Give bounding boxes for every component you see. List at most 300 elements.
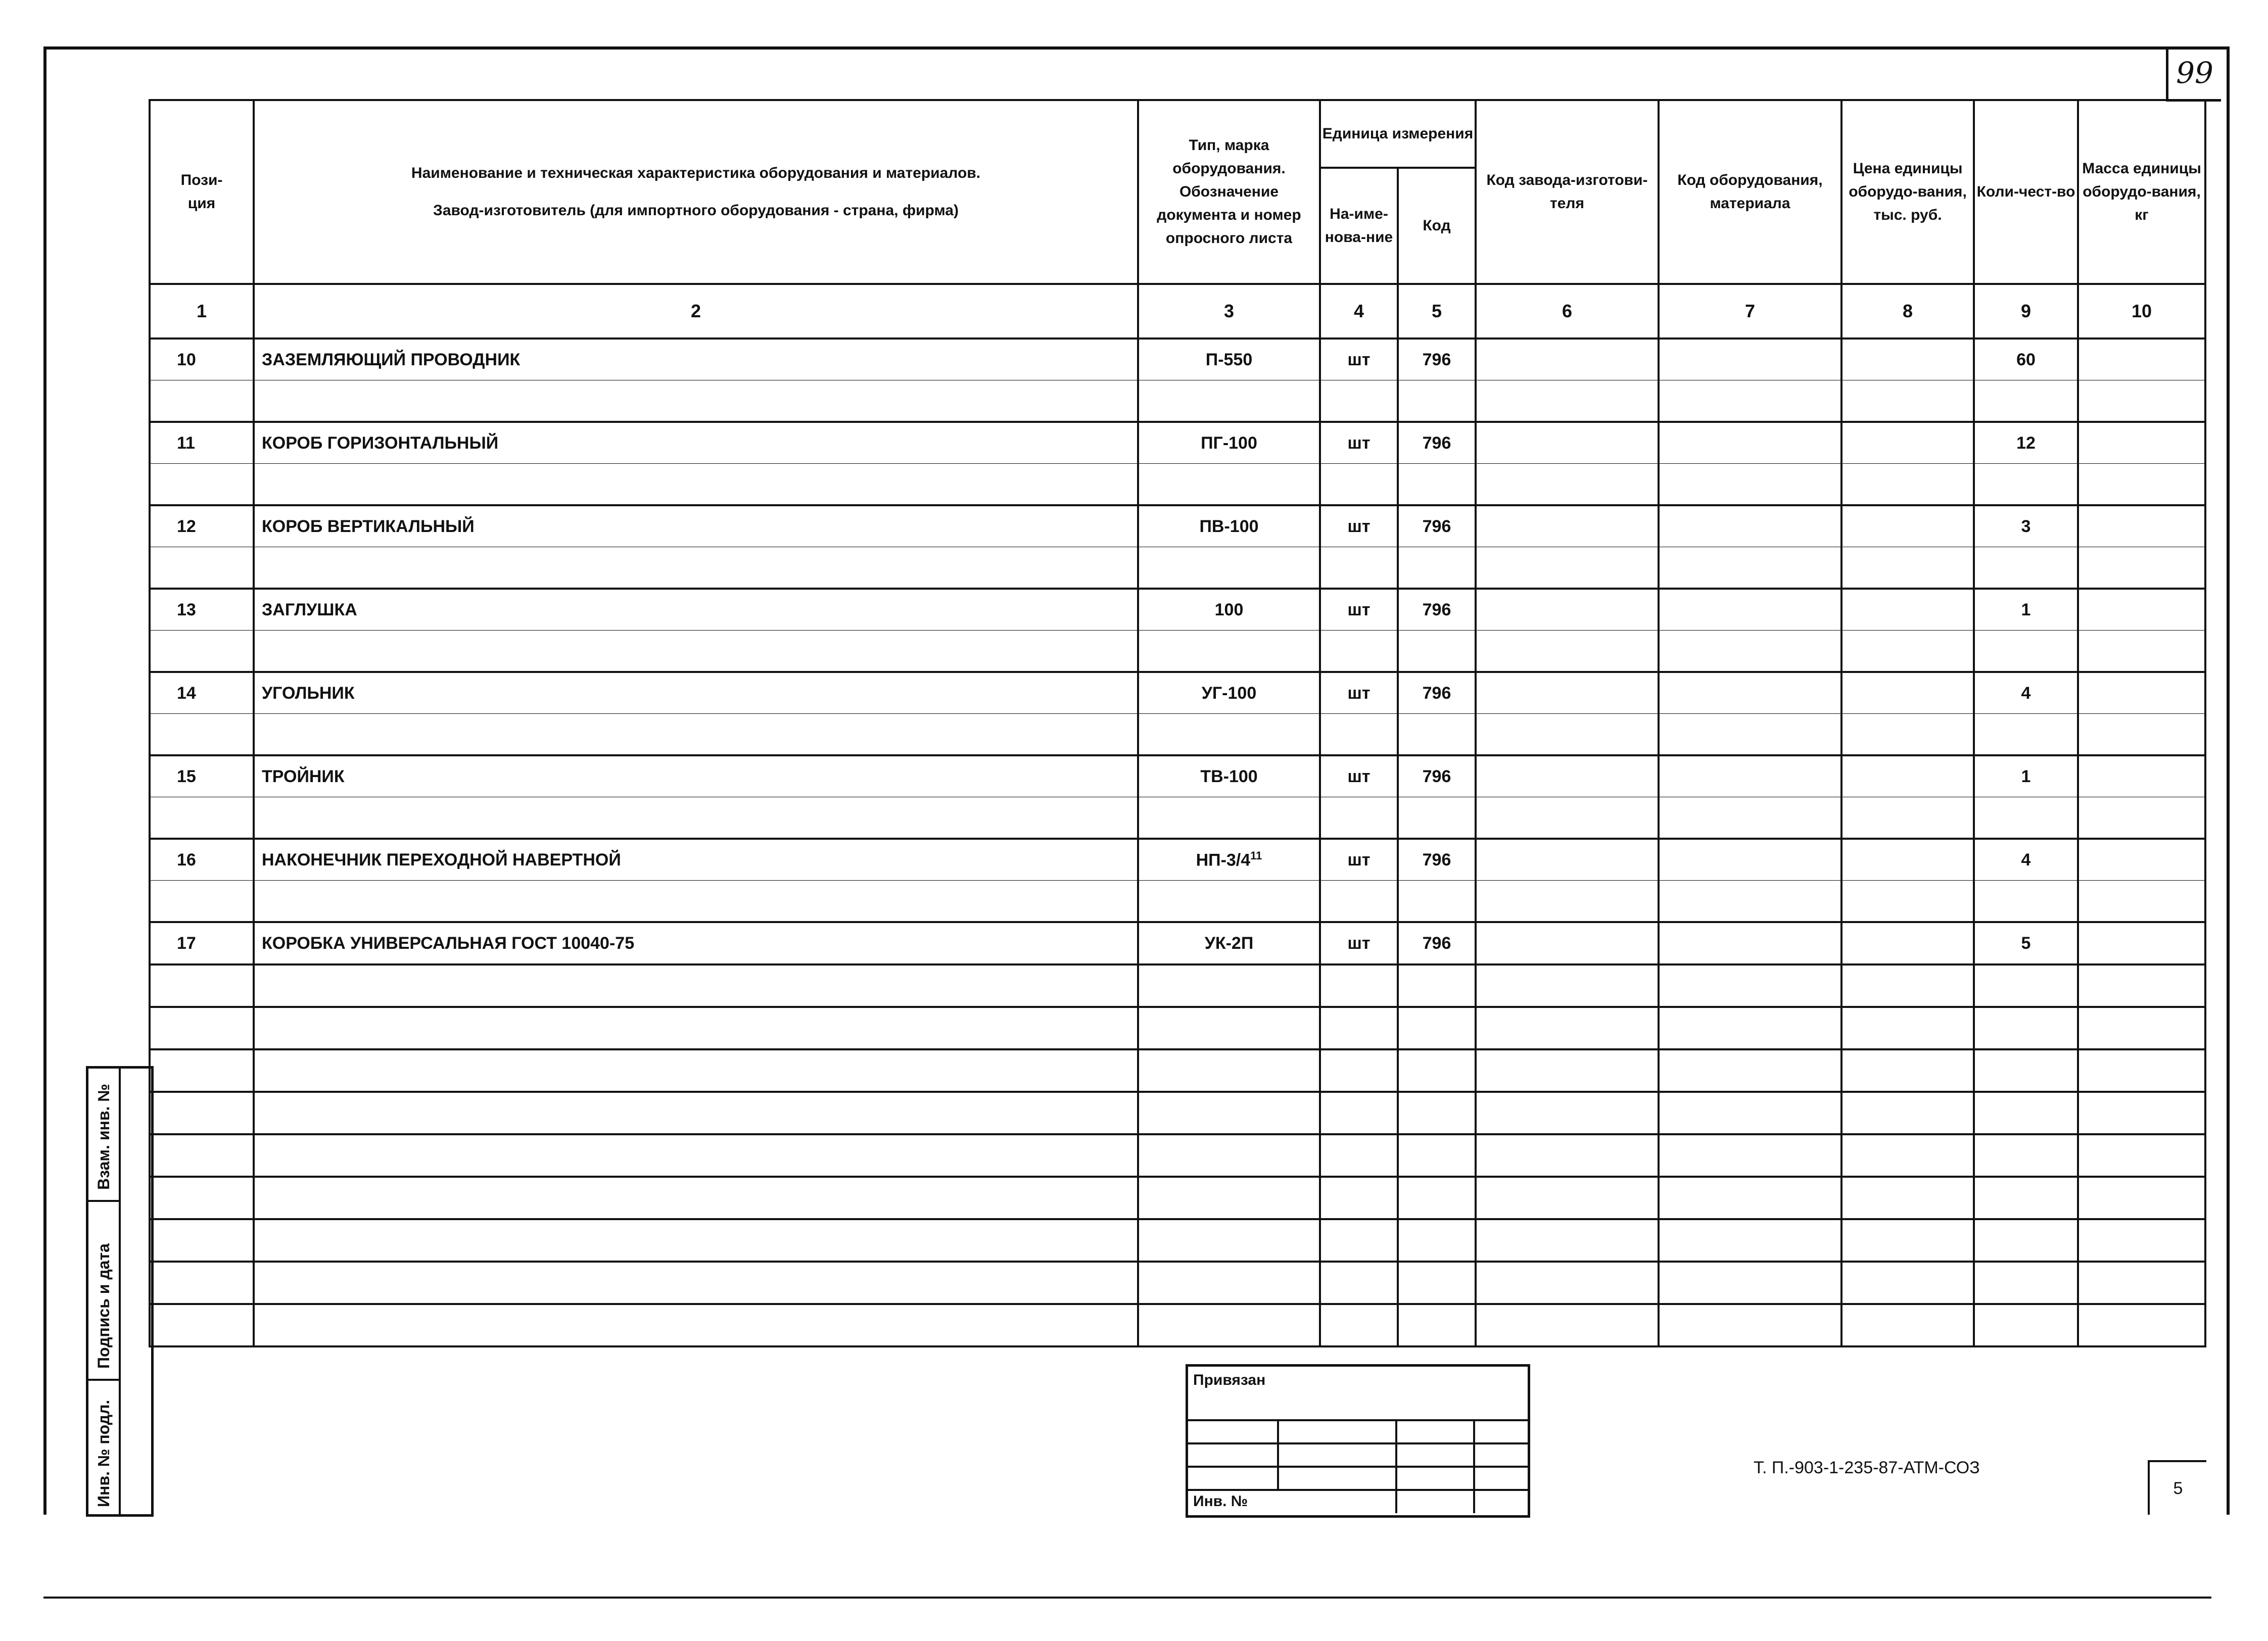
empty-cell bbox=[1841, 547, 1974, 589]
cell-quantity: 1 bbox=[1974, 589, 2078, 631]
empty-cell bbox=[150, 881, 254, 923]
empty-cell bbox=[1320, 1007, 1398, 1049]
cell-mass bbox=[2078, 839, 2205, 881]
empty-cell bbox=[2078, 881, 2205, 923]
empty-cell bbox=[1138, 1262, 1320, 1304]
stamp-divider bbox=[1188, 1466, 1528, 1468]
header-type: Тип, марка оборудования. Обозначение документа и номер опросного листа bbox=[1138, 100, 1320, 284]
column-number: 5 bbox=[1398, 284, 1476, 339]
header-position: Пози- ция bbox=[150, 100, 254, 284]
strip-cell-replace bbox=[88, 1069, 121, 1202]
document-code: Т. П.-903-1-235-87-АТМ-СОЗ bbox=[1754, 1458, 1980, 1477]
cell-unit: шт bbox=[1320, 339, 1398, 380]
empty-cell bbox=[150, 1219, 254, 1262]
table-empty-row bbox=[150, 1092, 2205, 1134]
cell-type bbox=[1138, 422, 1320, 464]
empty-cell bbox=[1398, 1049, 1476, 1092]
cell-quantity: 4 bbox=[1974, 839, 2078, 881]
bottom-trim-line bbox=[43, 1597, 2211, 1599]
empty-cell bbox=[1659, 1262, 1841, 1304]
empty-cell bbox=[1659, 1134, 1841, 1177]
empty-cell bbox=[2078, 1262, 2205, 1304]
empty-cell bbox=[1841, 964, 1974, 1007]
header-name-line1: Наименование и техническая характеристика оборудования и материалов. bbox=[411, 165, 981, 181]
empty-cell bbox=[1659, 464, 1841, 506]
cell-mass bbox=[2078, 422, 2205, 464]
cell-name: ТРОЙНИК bbox=[254, 755, 1138, 797]
empty-cell bbox=[1398, 1007, 1476, 1049]
empty-cell bbox=[1398, 631, 1476, 672]
cell-price bbox=[1841, 922, 1974, 964]
empty-cell bbox=[150, 631, 254, 672]
column-number: 10 bbox=[2078, 284, 2205, 339]
empty-cell bbox=[150, 547, 254, 589]
column-number: 4 bbox=[1320, 284, 1398, 339]
empty-cell bbox=[1841, 1262, 1974, 1304]
cell-quantity: 3 bbox=[1974, 505, 2078, 547]
empty-cell bbox=[1398, 547, 1476, 589]
empty-cell bbox=[1659, 714, 1841, 756]
empty-cell bbox=[1476, 797, 1659, 839]
empty-cell bbox=[1476, 1134, 1659, 1177]
empty-cell bbox=[1974, 1049, 2078, 1092]
empty-cell bbox=[1974, 1007, 2078, 1049]
empty-cell bbox=[1398, 881, 1476, 923]
empty-cell bbox=[150, 1177, 254, 1219]
empty-cell bbox=[1138, 1134, 1320, 1177]
table-empty-row bbox=[150, 1134, 2205, 1177]
empty-cell bbox=[254, 714, 1138, 756]
empty-cell bbox=[2078, 964, 2205, 1007]
empty-cell bbox=[1659, 631, 1841, 672]
empty-cell bbox=[2078, 1219, 2205, 1262]
empty-cell bbox=[2078, 547, 2205, 589]
empty-cell bbox=[1138, 1007, 1320, 1049]
empty-cell bbox=[1476, 964, 1659, 1007]
cell-unit-code: 796 bbox=[1398, 839, 1476, 881]
table-spacer-row bbox=[150, 464, 2205, 506]
empty-cell bbox=[2078, 631, 2205, 672]
empty-cell bbox=[1841, 1219, 1974, 1262]
cell-unit: шт bbox=[1320, 505, 1398, 547]
stamp-divider bbox=[1188, 1489, 1528, 1491]
table-spacer-row bbox=[150, 797, 2205, 839]
empty-cell bbox=[1138, 881, 1320, 923]
empty-cell bbox=[1841, 881, 1974, 923]
stamp-inv-label: Инв. № bbox=[1193, 1493, 1248, 1510]
empty-cell bbox=[2078, 1049, 2205, 1092]
cell-quantity: 12 bbox=[1974, 422, 2078, 464]
empty-cell bbox=[150, 964, 254, 1007]
cell-mass bbox=[2078, 672, 2205, 714]
empty-cell bbox=[1138, 1177, 1320, 1219]
empty-cell bbox=[1138, 464, 1320, 506]
cell-factory-code bbox=[1476, 922, 1659, 964]
empty-cell bbox=[1398, 1092, 1476, 1134]
cell-name: ЗАЗЕМЛЯЮЩИЙ ПРОВОДНИК bbox=[254, 339, 1138, 380]
column-number: 1 bbox=[150, 284, 254, 339]
empty-cell bbox=[1398, 964, 1476, 1007]
cell-type-text: П-550 bbox=[1205, 350, 1253, 369]
empty-cell bbox=[1974, 1219, 2078, 1262]
empty-cell bbox=[1659, 1304, 1841, 1346]
empty-cell bbox=[150, 1049, 254, 1092]
table-empty-row bbox=[150, 1007, 2205, 1049]
cell-unit-code: 796 bbox=[1398, 672, 1476, 714]
table-row bbox=[150, 839, 2205, 881]
empty-cell bbox=[150, 1007, 254, 1049]
cell-type bbox=[1138, 672, 1320, 714]
cell-factory-code bbox=[1476, 505, 1659, 547]
table-empty-row bbox=[150, 1177, 2205, 1219]
cell-name: НАКОНЕЧНИК ПЕРЕХОДНОЙ НАВЕРТНОЙ bbox=[254, 839, 1138, 881]
cell-equipment-code bbox=[1659, 755, 1841, 797]
header-factory-code: Код завода-изготови-теля bbox=[1476, 100, 1659, 284]
empty-cell bbox=[1841, 1177, 1974, 1219]
empty-cell bbox=[1841, 1049, 1974, 1092]
cell-price bbox=[1841, 505, 1974, 547]
cell-unit: шт bbox=[1320, 422, 1398, 464]
header-price: Цена единицы оборудо-вания, тыс. руб. bbox=[1841, 100, 1974, 284]
empty-cell bbox=[1398, 1219, 1476, 1262]
empty-cell bbox=[1320, 1177, 1398, 1219]
cell-name: КОРОБКА УНИВЕРСАЛЬНАЯ ГОСТ 10040-75 bbox=[254, 922, 1138, 964]
cell-quantity: 60 bbox=[1974, 339, 2078, 380]
cell-position: 10 bbox=[150, 339, 254, 380]
cell-quantity: 1 bbox=[1974, 755, 2078, 797]
page-number: 99 bbox=[2166, 46, 2221, 102]
stamp-divider bbox=[1395, 1419, 1397, 1513]
empty-cell bbox=[1974, 464, 2078, 506]
empty-cell bbox=[1476, 1007, 1659, 1049]
empty-cell bbox=[1476, 1304, 1659, 1346]
stamp-bound-label: Привязан bbox=[1193, 1372, 1266, 1388]
header-name-line2: Завод-изготовитель (для импортного оборудования - страна, фирма) bbox=[433, 202, 959, 219]
cell-price bbox=[1841, 839, 1974, 881]
cell-type bbox=[1138, 922, 1320, 964]
empty-cell bbox=[1476, 1177, 1659, 1219]
empty-cell bbox=[1320, 1219, 1398, 1262]
table-spacer-row bbox=[150, 547, 2205, 589]
table-row bbox=[150, 422, 2205, 464]
cell-equipment-code bbox=[1659, 339, 1841, 380]
empty-cell bbox=[1841, 1007, 1974, 1049]
empty-cell bbox=[1974, 881, 2078, 923]
empty-cell bbox=[1659, 380, 1841, 422]
cell-position: 14 bbox=[150, 672, 254, 714]
cell-price bbox=[1841, 755, 1974, 797]
empty-cell bbox=[1476, 631, 1659, 672]
empty-cell bbox=[254, 1262, 1138, 1304]
table-empty-row bbox=[150, 1304, 2205, 1346]
empty-cell bbox=[1841, 464, 1974, 506]
cell-equipment-code bbox=[1659, 422, 1841, 464]
cell-unit: шт bbox=[1320, 839, 1398, 881]
cell-factory-code bbox=[1476, 672, 1659, 714]
empty-cell bbox=[150, 380, 254, 422]
empty-cell bbox=[1138, 1219, 1320, 1262]
empty-cell bbox=[1974, 797, 2078, 839]
empty-cell bbox=[1659, 881, 1841, 923]
column-number: 3 bbox=[1138, 284, 1320, 339]
empty-cell bbox=[1659, 797, 1841, 839]
header-unit: Единица измерения bbox=[1320, 100, 1476, 168]
cell-factory-code bbox=[1476, 839, 1659, 881]
empty-cell bbox=[1320, 1092, 1398, 1134]
table-empty-row bbox=[150, 1219, 2205, 1262]
table-spacer-row bbox=[150, 881, 2205, 923]
cell-unit-code: 796 bbox=[1398, 505, 1476, 547]
cell-type-text: ПВ-100 bbox=[1199, 516, 1259, 536]
empty-cell bbox=[1974, 631, 2078, 672]
cell-type bbox=[1138, 839, 1320, 881]
cell-unit: шт bbox=[1320, 589, 1398, 631]
cell-type-text: ТВ-100 bbox=[1200, 766, 1258, 786]
table-empty-row bbox=[150, 1049, 2205, 1092]
cell-unit-code: 796 bbox=[1398, 422, 1476, 464]
cell-type-text: ПГ-100 bbox=[1201, 433, 1257, 453]
empty-cell bbox=[150, 1304, 254, 1346]
empty-cell bbox=[1476, 547, 1659, 589]
empty-cell bbox=[1138, 631, 1320, 672]
cell-position: 11 bbox=[150, 422, 254, 464]
empty-cell bbox=[150, 714, 254, 756]
header-mass: Масса единицы оборудо-вания, кг bbox=[2078, 100, 2205, 284]
header-name bbox=[254, 100, 1138, 284]
empty-cell bbox=[2078, 1304, 2205, 1346]
cell-position: 16 bbox=[150, 839, 254, 881]
stamp-divider bbox=[1188, 1442, 1528, 1444]
empty-cell bbox=[1476, 1219, 1659, 1262]
table-row bbox=[150, 505, 2205, 547]
empty-cell bbox=[2078, 380, 2205, 422]
empty-cell bbox=[1841, 1134, 1974, 1177]
table-row bbox=[150, 672, 2205, 714]
empty-cell bbox=[1841, 714, 1974, 756]
empty-cell bbox=[1659, 1177, 1841, 1219]
empty-cell bbox=[1320, 1304, 1398, 1346]
empty-cell bbox=[1138, 1304, 1320, 1346]
table-spacer-row bbox=[150, 714, 2205, 756]
strip-label-inv-orig: Инв. № подл. bbox=[94, 1399, 113, 1507]
empty-cell bbox=[1320, 547, 1398, 589]
empty-cell bbox=[254, 1007, 1138, 1049]
empty-cell bbox=[1320, 631, 1398, 672]
cell-unit-code: 796 bbox=[1398, 755, 1476, 797]
empty-cell bbox=[150, 464, 254, 506]
cell-unit-code: 796 bbox=[1398, 589, 1476, 631]
empty-cell bbox=[1659, 964, 1841, 1007]
empty-cell bbox=[1320, 881, 1398, 923]
empty-cell bbox=[254, 881, 1138, 923]
empty-cell bbox=[254, 464, 1138, 506]
empty-cell bbox=[254, 1304, 1138, 1346]
empty-cell bbox=[254, 1219, 1138, 1262]
column-number: 2 bbox=[254, 284, 1138, 339]
empty-cell bbox=[1659, 1219, 1841, 1262]
empty-cell bbox=[1398, 464, 1476, 506]
column-number: 6 bbox=[1476, 284, 1659, 339]
empty-cell bbox=[1138, 380, 1320, 422]
empty-cell bbox=[1320, 1049, 1398, 1092]
empty-cell bbox=[1320, 797, 1398, 839]
empty-cell bbox=[150, 1262, 254, 1304]
cell-factory-code bbox=[1476, 339, 1659, 380]
empty-cell bbox=[1138, 797, 1320, 839]
empty-cell bbox=[1320, 714, 1398, 756]
empty-cell bbox=[1841, 1304, 1974, 1346]
cell-equipment-code bbox=[1659, 922, 1841, 964]
binding-stamp bbox=[1186, 1364, 1530, 1518]
empty-cell bbox=[150, 1092, 254, 1134]
empty-cell bbox=[1841, 631, 1974, 672]
empty-cell bbox=[1974, 547, 2078, 589]
cell-price bbox=[1841, 422, 1974, 464]
cell-factory-code bbox=[1476, 589, 1659, 631]
strip-cell-inv bbox=[88, 1381, 121, 1514]
empty-cell bbox=[1398, 797, 1476, 839]
cell-unit-code: 796 bbox=[1398, 339, 1476, 380]
empty-cell bbox=[2078, 1134, 2205, 1177]
column-number: 9 bbox=[1974, 284, 2078, 339]
empty-cell bbox=[1476, 1262, 1659, 1304]
empty-cell bbox=[1841, 380, 1974, 422]
stamp-divider bbox=[1473, 1419, 1475, 1513]
cell-position: 15 bbox=[150, 755, 254, 797]
empty-cell bbox=[150, 1134, 254, 1177]
table-row bbox=[150, 339, 2205, 380]
cell-type bbox=[1138, 505, 1320, 547]
empty-cell bbox=[1476, 1092, 1659, 1134]
cell-mass bbox=[2078, 589, 2205, 631]
empty-cell bbox=[1841, 1092, 1974, 1134]
cell-price bbox=[1841, 589, 1974, 631]
cell-type bbox=[1138, 339, 1320, 380]
cell-name: ЗАГЛУШКА bbox=[254, 589, 1138, 631]
empty-cell bbox=[254, 1092, 1138, 1134]
cell-name: УГОЛЬНИК bbox=[254, 672, 1138, 714]
empty-cell bbox=[1320, 964, 1398, 1007]
empty-cell bbox=[1138, 1092, 1320, 1134]
empty-cell bbox=[1476, 714, 1659, 756]
header-equipment-code: Код оборудования, материала bbox=[1659, 100, 1841, 284]
empty-cell bbox=[1398, 1304, 1476, 1346]
empty-cell bbox=[1659, 547, 1841, 589]
empty-cell bbox=[1476, 881, 1659, 923]
cell-equipment-code bbox=[1659, 839, 1841, 881]
empty-cell bbox=[1476, 1049, 1659, 1092]
strip-label-replace-inv: Взам. инв. № bbox=[94, 1084, 113, 1190]
cell-type bbox=[1138, 589, 1320, 631]
empty-cell bbox=[254, 631, 1138, 672]
cell-factory-code bbox=[1476, 755, 1659, 797]
empty-cell bbox=[1320, 380, 1398, 422]
column-numbers-row bbox=[150, 284, 2205, 339]
items-body bbox=[150, 339, 2205, 1346]
header-unit-code: Код bbox=[1398, 168, 1476, 284]
empty-cell bbox=[1398, 1177, 1476, 1219]
empty-cell bbox=[1974, 1092, 2078, 1134]
left-stamp-strip bbox=[86, 1066, 154, 1517]
empty-cell bbox=[2078, 1007, 2205, 1049]
empty-cell bbox=[1138, 964, 1320, 1007]
cell-type-text: УГ-100 bbox=[1201, 683, 1257, 703]
empty-cell bbox=[1320, 464, 1398, 506]
cell-name: КОРОБ ГОРИЗОНТАЛЬНЫЙ bbox=[254, 422, 1138, 464]
empty-cell bbox=[254, 1177, 1138, 1219]
empty-cell bbox=[1320, 1262, 1398, 1304]
column-number: 7 bbox=[1659, 284, 1841, 339]
cell-unit: шт bbox=[1320, 922, 1398, 964]
empty-cell bbox=[1398, 714, 1476, 756]
cell-factory-code bbox=[1476, 422, 1659, 464]
empty-cell bbox=[254, 1049, 1138, 1092]
empty-cell bbox=[1398, 1262, 1476, 1304]
empty-cell bbox=[1974, 714, 2078, 756]
empty-cell bbox=[1841, 797, 1974, 839]
cell-mass bbox=[2078, 339, 2205, 380]
empty-cell bbox=[2078, 797, 2205, 839]
empty-cell bbox=[1974, 1177, 2078, 1219]
empty-cell bbox=[1476, 464, 1659, 506]
empty-cell bbox=[254, 547, 1138, 589]
empty-cell bbox=[254, 797, 1138, 839]
empty-cell bbox=[1398, 380, 1476, 422]
cell-quantity: 5 bbox=[1974, 922, 2078, 964]
empty-cell bbox=[1398, 1134, 1476, 1177]
empty-cell bbox=[2078, 464, 2205, 506]
empty-cell bbox=[1476, 380, 1659, 422]
column-number: 8 bbox=[1841, 284, 1974, 339]
cell-price bbox=[1841, 672, 1974, 714]
empty-cell bbox=[1320, 1134, 1398, 1177]
table-row bbox=[150, 589, 2205, 631]
stamp-divider bbox=[1277, 1419, 1279, 1489]
cell-mass bbox=[2078, 755, 2205, 797]
empty-cell bbox=[254, 964, 1138, 1007]
cell-mass bbox=[2078, 922, 2205, 964]
sheet-number: 5 bbox=[2148, 1460, 2206, 1515]
table-spacer-row bbox=[150, 380, 2205, 422]
empty-cell bbox=[1138, 714, 1320, 756]
empty-cell bbox=[2078, 1092, 2205, 1134]
empty-cell bbox=[2078, 714, 2205, 756]
empty-cell bbox=[150, 797, 254, 839]
table-empty-row bbox=[150, 1262, 2205, 1304]
empty-cell bbox=[2078, 1177, 2205, 1219]
empty-cell bbox=[254, 380, 1138, 422]
header-unit-name: На-име-нова-ние bbox=[1320, 168, 1398, 284]
cell-price bbox=[1841, 339, 1974, 380]
cell-equipment-code bbox=[1659, 589, 1841, 631]
empty-cell bbox=[1974, 1134, 2078, 1177]
cell-unit: шт bbox=[1320, 672, 1398, 714]
cell-position: 13 bbox=[150, 589, 254, 631]
strip-cell-sign bbox=[88, 1202, 121, 1381]
empty-cell bbox=[1138, 547, 1320, 589]
empty-cell bbox=[1974, 380, 2078, 422]
header-quantity: Коли-чест-во bbox=[1974, 100, 2078, 284]
cell-position: 12 bbox=[150, 505, 254, 547]
empty-cell bbox=[1659, 1007, 1841, 1049]
strip-label-sign-date: Подпись и дата bbox=[94, 1243, 113, 1369]
stamp-divider bbox=[1188, 1419, 1528, 1421]
table-row bbox=[150, 755, 2205, 797]
cell-type bbox=[1138, 755, 1320, 797]
cell-unit: шт bbox=[1320, 755, 1398, 797]
empty-cell bbox=[1659, 1049, 1841, 1092]
empty-cell bbox=[254, 1134, 1138, 1177]
